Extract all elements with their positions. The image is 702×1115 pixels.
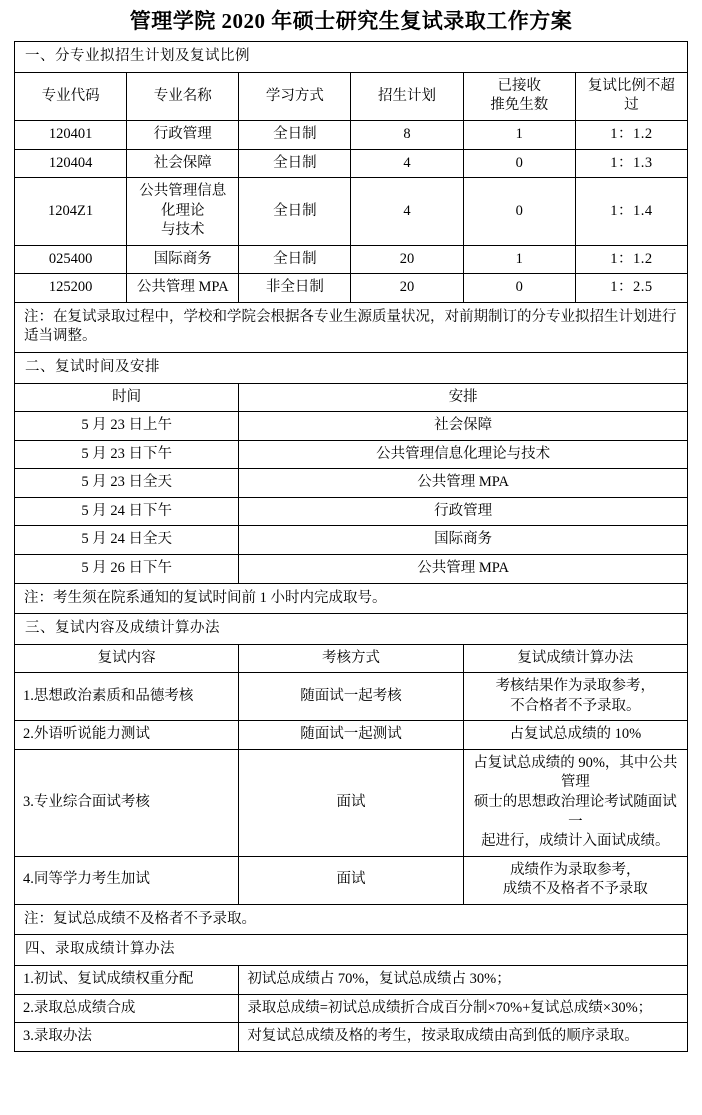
col-retest-content: 复试内容: [15, 644, 239, 673]
col-assessment-method: 考核方式: [239, 644, 463, 673]
cell-time: 5 月 23 日上午: [15, 412, 239, 441]
cell-enroll-plan: 8: [351, 120, 463, 149]
table-row: [15, 245, 688, 274]
col-exempt-count-line1: 已接收: [497, 77, 541, 94]
cell-admission-value: 录取总成绩=初试总成绩折合成百分制×70%+复试总成绩×30%；: [239, 994, 688, 1023]
cell-major-code: 125200: [15, 274, 127, 303]
section-1-table: [14, 41, 688, 1051]
cell-retest-content: 1.思想政治素质和品德考核: [15, 673, 239, 721]
table-row: [15, 1023, 688, 1052]
col-exempt-count-line2: 推免生数: [490, 97, 549, 114]
table-row: [15, 749, 688, 856]
col-time: 时间: [15, 383, 239, 412]
table-row: [15, 274, 688, 303]
table-row: [15, 856, 688, 904]
cell-arrangement: 社会保障: [239, 412, 688, 441]
table-row: [15, 965, 688, 994]
cell-exempt-count: 0: [463, 149, 575, 178]
cell-retest-content: 2.外语听说能力测试: [15, 721, 239, 750]
cell-retest-ratio: 1：2.5: [575, 274, 687, 303]
cell-study-mode: 全日制: [239, 178, 351, 246]
cell-time: 5 月 24 日全天: [15, 526, 239, 555]
cell-enroll-plan: 20: [351, 274, 463, 303]
cell-score-calculation-line2: 成绩不及格者不予录取: [502, 881, 648, 898]
section-2-note-row: [15, 583, 688, 614]
section-4-heading-row: [15, 935, 688, 966]
table-row: [15, 721, 688, 750]
cell-score-calculation: [463, 749, 687, 856]
cell-major-name: 社会保障: [127, 149, 239, 178]
cell-admission-label: 1.初试、复试成绩权重分配: [15, 965, 239, 994]
section-2-heading-row: [15, 353, 688, 384]
cell-time: 5 月 26 日下午: [15, 554, 239, 583]
cell-enroll-plan: 4: [351, 149, 463, 178]
cell-score-calculation-line1: 成绩作为录取参考，: [510, 861, 641, 878]
cell-major-code: 120401: [15, 120, 127, 149]
cell-admission-label: 3.录取办法: [15, 1023, 239, 1052]
table-row: [15, 554, 688, 583]
cell-exempt-count: 0: [463, 274, 575, 303]
cell-retest-ratio: 1：1.4: [575, 178, 687, 246]
page-title: 管理学院 2020 年硕士研究生复试录取工作方案: [129, 9, 573, 33]
cell-score-calculation-line2: 硕士的思想政治理论考试随面试一: [473, 794, 677, 830]
cell-exempt-count: 0: [463, 178, 575, 246]
cell-major-name-line1: 公共管理信息化理论: [139, 183, 227, 219]
cell-major-name: 国际商务: [127, 245, 239, 274]
table-row: [15, 412, 688, 441]
cell-score-calculation-line1: 考核结果作为录取参考，: [495, 678, 656, 695]
section-1-note: 注：在复试录取过程中，学校和学院会根据各专业生源质量状况，对前期制订的分专业拟招生计划进行适当调整。: [15, 302, 688, 352]
cell-retest-ratio: 1：1.3: [575, 149, 687, 178]
cell-major-name: 公共管理 MPA: [127, 274, 239, 303]
table-row: [15, 994, 688, 1023]
cell-assessment-method: 面试: [239, 856, 463, 904]
cell-arrangement: 公共管理信息化理论与技术: [239, 440, 688, 469]
section-3-header-row: [15, 644, 688, 673]
table-row: [15, 526, 688, 555]
section-1-header-row: [15, 72, 688, 120]
cell-study-mode: 全日制: [239, 149, 351, 178]
section-2-note: 注：考生须在院系通知的复试时间前 1 小时内完成取号。: [15, 583, 688, 614]
col-exempt-count: [463, 72, 575, 120]
table-row: [15, 673, 688, 721]
cell-admission-value: 初试总成绩占 70%，复试总成绩占 30%；: [239, 965, 688, 994]
cell-arrangement: 公共管理 MPA: [239, 469, 688, 498]
cell-time: 5 月 23 日全天: [15, 469, 239, 498]
cell-score-calculation: [463, 856, 687, 904]
table-row: [15, 120, 688, 149]
cell-admission-value: 对复试总成绩及格的考生，按录取成绩由高到低的顺序录取。: [239, 1023, 688, 1052]
cell-assessment-method: 面试: [239, 749, 463, 856]
section-2-heading: 二、复试时间及安排: [15, 353, 688, 384]
col-major-name: 专业名称: [127, 72, 239, 120]
cell-time: 5 月 23 日下午: [15, 440, 239, 469]
cell-score-calculation-line3: 起进行，成绩计入面试成绩。: [481, 833, 670, 850]
cell-retest-content: 3.专业综合面试考核: [15, 749, 239, 856]
cell-retest-ratio: 1：1.2: [575, 120, 687, 149]
section-3-heading: 三、复试内容及成绩计算办法: [15, 614, 688, 645]
col-major-code: 专业代码: [15, 72, 127, 120]
cell-assessment-method: 随面试一起考核: [239, 673, 463, 721]
col-score-calculation: 复试成绩计算办法: [463, 644, 687, 673]
cell-score-calculation-line1: 占复试总成绩的 90%，其中公共管理: [473, 754, 678, 791]
col-retest-ratio: 复试比例不超过: [575, 72, 687, 120]
cell-arrangement: 行政管理: [239, 497, 688, 526]
section-3-note-row: [15, 904, 688, 935]
table-row: [15, 149, 688, 178]
section-2-header-row: [15, 383, 688, 412]
table-row: [15, 469, 688, 498]
cell-retest-content: 4.同等学力考生加试: [15, 856, 239, 904]
table-row: [15, 440, 688, 469]
table-row: [15, 497, 688, 526]
cell-major-name-line2: 与技术: [160, 222, 205, 239]
col-arrangement: 安排: [239, 383, 688, 412]
cell-study-mode: 全日制: [239, 120, 351, 149]
cell-arrangement: 国际商务: [239, 526, 688, 555]
cell-enroll-plan: 4: [351, 178, 463, 246]
cell-score-calculation-line2: 不合格者不予录取。: [510, 697, 641, 714]
cell-arrangement: 公共管理 MPA: [239, 554, 688, 583]
cell-exempt-count: 1: [463, 245, 575, 274]
section-1-heading: 一、分专业拟招生计划及复试比例: [15, 42, 688, 73]
cell-major-code: 1204Z1: [15, 178, 127, 246]
section-3-note: 注：复试总成绩不及格者不予录取。: [15, 904, 688, 935]
cell-time: 5 月 24 日下午: [15, 497, 239, 526]
cell-retest-ratio: 1：1.2: [575, 245, 687, 274]
cell-score-calculation: [463, 673, 687, 721]
section-3-heading-row: [15, 614, 688, 645]
table-row: [15, 178, 688, 246]
cell-major-code: 025400: [15, 245, 127, 274]
cell-major-name: [127, 178, 239, 246]
section-4-heading: 四、录取成绩计算办法: [15, 935, 688, 966]
cell-exempt-count: 1: [463, 120, 575, 149]
cell-assessment-method: 随面试一起测试: [239, 721, 463, 750]
cell-study-mode: 非全日制: [239, 274, 351, 303]
col-study-mode: 学习方式: [239, 72, 351, 120]
section-1-heading-row: [15, 42, 688, 73]
cell-major-code: 120404: [15, 149, 127, 178]
cell-admission-label: 2.录取总成绩合成: [15, 994, 239, 1023]
section-1-note-row: [15, 302, 688, 352]
cell-enroll-plan: 20: [351, 245, 463, 274]
cell-major-name: 行政管理: [127, 120, 239, 149]
col-enroll-plan: 招生计划: [351, 72, 463, 120]
cell-study-mode: 全日制: [239, 245, 351, 274]
cell-score-calculation: 占复试总成绩的 10%: [463, 721, 687, 750]
